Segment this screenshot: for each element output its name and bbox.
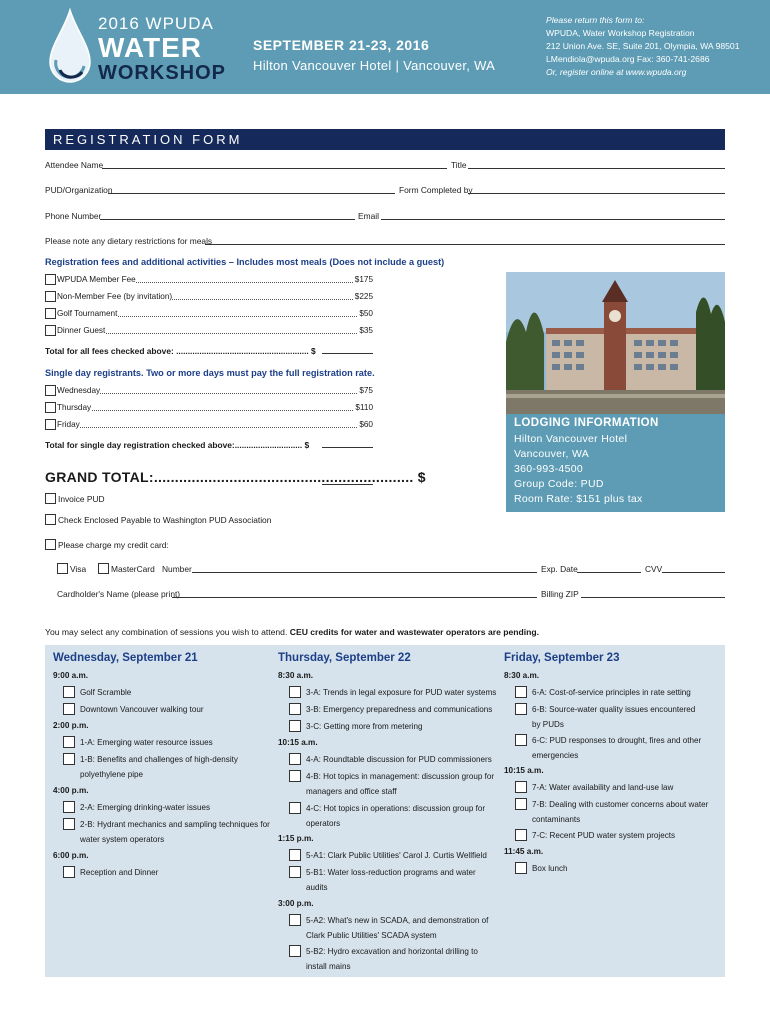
exp-date-field[interactable] [577, 572, 641, 573]
hotel-photo [506, 272, 725, 414]
cardholder-label: Cardholder's Name (please print) [57, 589, 181, 599]
checkbox[interactable] [98, 563, 109, 574]
fee-name: Wednesday [57, 386, 101, 395]
checkbox[interactable] [45, 325, 56, 336]
grand-total-field[interactable] [322, 484, 373, 485]
session-time: 10:15 a.m. [278, 738, 318, 747]
session-label: water system operators [80, 835, 165, 844]
session-time: 10:15 a.m. [504, 766, 544, 775]
phone-field[interactable] [100, 219, 355, 220]
checkbox[interactable] [45, 539, 56, 550]
title-label: Title [451, 160, 467, 170]
session-time: 8:30 a.m. [278, 671, 314, 680]
exp-date-label: Exp. Date [541, 564, 578, 574]
checkbox[interactable] [515, 862, 527, 874]
lodging-line: Hilton Vancouver Hotel [514, 433, 628, 445]
option-label: Check Enclosed Payable to Washington PUD Association [58, 515, 272, 525]
session-time: 11:45 a.m. [504, 847, 544, 856]
session-label: 6-B: Source-water quality issues encountered [532, 705, 696, 714]
checkbox[interactable] [289, 802, 301, 814]
cvv-field[interactable] [662, 572, 725, 573]
note-text: You may select any combination of sessions you wish to attend. [45, 627, 290, 637]
sessions-panel [45, 645, 725, 977]
return-line[interactable]: LMendiola@wpuda.org Fax: 360-741-2686 [546, 54, 710, 64]
lodging-line: Vancouver, WA [514, 448, 590, 460]
title-field[interactable] [468, 168, 725, 169]
return-line: WPUDA, Water Workshop Registration [546, 28, 695, 38]
form-completed-field[interactable] [468, 193, 725, 194]
session-label: 7-A: Water availability and land-use law [532, 783, 674, 792]
session-label: operators [306, 819, 341, 828]
checkbox[interactable] [45, 493, 56, 504]
checkbox[interactable] [289, 703, 301, 715]
session-label: 4-C: Hot topics in operations: discussion group for [306, 804, 486, 813]
session-time: 6:00 p.m. [53, 851, 89, 860]
session-label: audits [306, 883, 328, 892]
return-line: Please return this form to: [546, 15, 645, 25]
fee-row[interactable] [45, 274, 373, 286]
fee-price: $35 [359, 326, 373, 335]
fee-name: Friday [57, 420, 80, 429]
fee-row[interactable] [45, 308, 373, 320]
checkbox[interactable] [289, 720, 301, 732]
session-label: 7-B: Dealing with customer concerns about water [532, 800, 709, 809]
checkbox[interactable] [515, 798, 527, 810]
session-time: 4:00 p.m. [53, 786, 89, 795]
session-label: 3-B: Emergency preparedness and communications [306, 705, 493, 714]
fee-row[interactable] [45, 325, 373, 337]
fee-name: Non-Member Fee (by invitation) [57, 292, 173, 301]
session-label: 6-A: Cost-of-service principles in rate setting [532, 688, 691, 697]
single-day-total-label: Total for single day registration checked above:............................. $ [45, 440, 310, 450]
option-label: Please charge my credit card: [58, 540, 169, 550]
session-time: 3:00 p.m. [278, 899, 314, 908]
lodging-line: 360-993-4500 [514, 463, 583, 475]
session-label: 3-A: Trends in legal exposure for PUD water systems [306, 688, 497, 697]
fee-price: $110 [355, 403, 373, 412]
fee-name: Golf Tournament [57, 309, 118, 318]
checkbox[interactable] [45, 308, 56, 319]
checkbox[interactable] [45, 385, 56, 396]
event-date: SEPTEMBER 21-23, 2016 [253, 37, 430, 53]
water-drop-icon [46, 8, 94, 88]
checkbox[interactable] [57, 563, 68, 574]
fee-name: WPUDA Member Fee [57, 275, 136, 284]
session-label: 5-A1: Clark Public Utilities' Carol J. Curtis Wellfield [306, 851, 487, 860]
checkbox[interactable] [289, 770, 301, 782]
lodging-title: LODGING INFORMATION [514, 417, 659, 429]
session-label: Box lunch [532, 864, 568, 873]
form-completed-label: Form Completed by [399, 185, 473, 195]
session-label: 6-C: PUD responses to drought, fires and other [532, 736, 702, 745]
return-line: 212 Union Ave. SE, Suite 201, Olympia, WA 98501 [546, 41, 740, 51]
checkbox[interactable] [63, 818, 75, 830]
session-label: 5-A2: What's new in SCADA, and demonstration of [306, 916, 489, 925]
return-line[interactable]: Or, register online at www.wpuda.org [546, 67, 687, 77]
session-time: 1:15 p.m. [278, 834, 314, 843]
checkbox[interactable] [289, 945, 301, 957]
dietary-label: Please note any dietary restrictions for meals [45, 236, 213, 246]
logo-water: WATER [98, 32, 203, 63]
logo-workshop: WORKSHOP [98, 62, 226, 84]
checkbox[interactable] [515, 781, 527, 793]
fees-heading: Registration fees and additional activities – Includes most meals (Does not include a guest) [45, 257, 445, 267]
day-title: Thursday, September 22 [278, 652, 411, 664]
session-time: 2:00 p.m. [53, 721, 89, 730]
session-label: managers and office staff [306, 787, 397, 796]
session-label: 7-C: Recent PUD water system projects [532, 831, 676, 840]
fee-name: Dinner Guest [57, 326, 106, 335]
grand-total-label: GRAND TOTAL:.............................................................. $ [45, 469, 426, 485]
checkbox[interactable] [63, 801, 75, 813]
session-label: Clark Public Utilities' SCADA system [306, 931, 437, 940]
single-day-heading: Single day registrants. Two or more days must pay the full registration rate. [45, 368, 375, 378]
lodging-line: Group Code: PUD [514, 478, 604, 490]
attendee-name-field[interactable] [102, 168, 447, 169]
checkbox[interactable] [289, 914, 301, 926]
checkbox[interactable] [63, 703, 75, 715]
fee-row[interactable] [45, 402, 373, 414]
checkbox[interactable] [515, 703, 527, 715]
lodging-line: Room Rate: $151 plus tax [514, 493, 643, 505]
option-label: MasterCard [111, 564, 155, 574]
return-address [546, 14, 739, 79]
session-label: 4-B: Hot topics in management: discussion group for [306, 772, 495, 781]
session-label: 2-B: Hydrant mechanics and sampling techniques for [80, 820, 270, 829]
fee-price: $75 [359, 386, 373, 395]
checkbox[interactable] [515, 686, 527, 698]
single-day-total-field[interactable] [322, 447, 373, 448]
day-title: Friday, September 23 [504, 652, 620, 664]
session-label: 1-B: Benefits and challenges of high-density [80, 755, 238, 764]
attendee-name-label: Attendee Name [45, 160, 104, 170]
card-number-field[interactable] [192, 572, 537, 573]
checkbox[interactable] [289, 686, 301, 698]
fee-price: $225 [354, 292, 373, 301]
checkbox[interactable] [45, 291, 56, 302]
session-note [45, 627, 539, 637]
checkbox[interactable] [45, 402, 56, 413]
checkbox[interactable] [63, 866, 75, 878]
session-label: install mains [306, 962, 351, 971]
fee-row[interactable] [45, 291, 373, 303]
fees-total-field[interactable] [322, 353, 373, 354]
session-label: Downtown Vancouver walking tour [80, 705, 204, 714]
event-venue: Hilton Vancouver Hotel | Vancouver, WA [253, 58, 496, 73]
fee-price: $50 [359, 309, 373, 318]
card-number-label: Number [162, 564, 192, 574]
session-label: Golf Scramble [80, 688, 132, 697]
session-label: by PUDs [532, 720, 564, 729]
pud-org-field[interactable] [108, 193, 395, 194]
email-field[interactable] [381, 219, 725, 220]
fee-name: Thursday [57, 403, 92, 412]
session-time: 8:30 a.m. [504, 671, 540, 680]
checkbox[interactable] [63, 736, 75, 748]
checkbox[interactable] [45, 419, 56, 430]
fees-total-label: Total for all fees checked above: ......................................................... $ [45, 346, 316, 356]
fee-row[interactable] [45, 385, 373, 397]
checkbox[interactable] [289, 849, 301, 861]
session-label: polyethylene pipe [80, 770, 143, 779]
fee-price: $175 [354, 275, 373, 284]
checkbox[interactable] [289, 753, 301, 765]
session-label: 2-A: Emerging drinking-water issues [80, 803, 211, 812]
email-label: Email [358, 211, 379, 221]
event-header [0, 0, 770, 94]
session-label: 5-B1: Water loss-reduction programs and water [306, 868, 476, 877]
phone-label: Phone Number [45, 211, 102, 221]
checkbox[interactable] [63, 686, 75, 698]
ceu-note: CEU credits for water and wastewater operators are pending. [289, 627, 540, 637]
option-label: Invoice PUD [58, 494, 105, 504]
session-label: 1-A: Emerging water resource issues [80, 738, 213, 747]
session-label: 3-C: Getting more from metering [306, 722, 423, 731]
billing-zip-field[interactable] [581, 597, 725, 598]
checkbox[interactable] [515, 829, 527, 841]
fee-price: $60 [359, 420, 373, 429]
lodging-info [506, 414, 725, 512]
session-label: Reception and Dinner [80, 868, 159, 877]
cardholder-field[interactable] [172, 597, 537, 598]
cvv-label: CVV [645, 564, 663, 574]
pud-org-label: PUD/Organization [45, 185, 113, 195]
billing-zip-label: Billing ZIP [541, 589, 579, 599]
wpuda-logo [46, 8, 246, 88]
fee-row[interactable] [45, 419, 373, 431]
checkbox[interactable] [289, 866, 301, 878]
logo-year: 2016 WPUDA [98, 14, 214, 33]
session-label: 5-B2: Hydro excavation and horizontal drilling to [306, 947, 478, 956]
session-label: contaminants [532, 815, 581, 824]
session-label: 4-A: Roundtable discussion for PUD commissioners [306, 755, 492, 764]
checkbox[interactable] [45, 274, 56, 285]
section-band [45, 129, 725, 150]
dietary-field[interactable] [205, 244, 725, 245]
session-label: emergencies [532, 751, 579, 760]
checkbox[interactable] [45, 514, 56, 525]
session-time: 9:00 a.m. [53, 671, 89, 680]
checkbox[interactable] [63, 753, 75, 765]
day-title: Wednesday, September 21 [53, 652, 198, 664]
option-label: Visa [70, 564, 87, 574]
section-title: REGISTRATION FORM [53, 132, 243, 147]
checkbox[interactable] [515, 734, 527, 746]
